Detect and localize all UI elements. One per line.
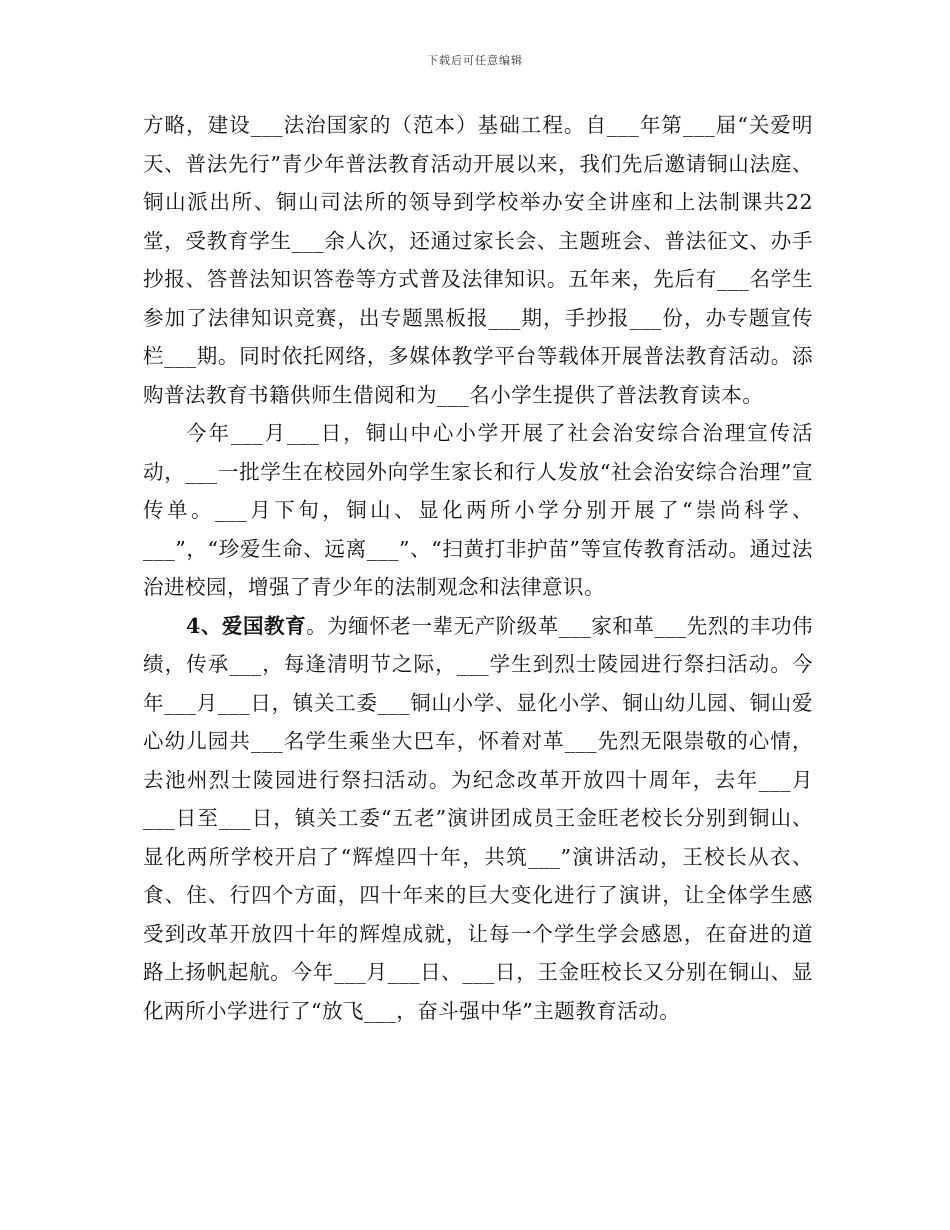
document-body [143,106,813,1030]
paragraph-1 [143,106,813,414]
paragraph-2-text: 今年___月___日，铜山中心小学开展了社会治安综合治理宣传活动，___一批学生在校园外向学生家长和行人发放“社会治安综合治理”宣传单。___月下旬，铜山、显化两所小学分别开展了“崇尚科学、___”，“珍爱生命、远离___”、“扫黄打非护苗”等宣传教育活动。通过法治进校园，增强了青少年的法制观念和法律意识。 [143,421,813,599]
page-header: 下载后可任意编辑 [427,54,523,67]
paragraph-1-text: 方略，建设___法治国家的（范本）基础工程。自___年第___届“关爱明天、普法先行”青少年普法教育活动开展以来，我们先后邀请铜山法庭、铜山派出所、铜山司法所的领导到学校举办安全讲座和上法制课共22堂，受教育学生___余人次，还通过家长会、主题班会、普法征文、办手抄报、答普法知识答卷等方式普及法律知识。五年来，先后有___名学生参加了法律知识竞赛，出专题黑板报___期，手抄报___份，办专题宣传栏___期。同时依托网络，多媒体教学平台等载体开展普法教育活动。添购普法教育书籍供师生借阅和为___名小学生提供了普法教育读本。 [143,113,813,407]
section-heading-patriotic-education: 4、爱国教育 [186,613,307,638]
paragraph-3-text: 。为缅怀老一辈无产阶级革___家和革___先烈的丰功伟绩，传承___，每逢清明节之际，___学生到烈士陵园进行祭扫活动。今年___月___日，镇关工委___铜山小学、显化小学、铜山幼儿园、铜山爱心幼儿园共___名学生乘坐大巴车，怀着对革___先烈无限崇敬的心情，去池州烈士陵园进行祭扫活动。为纪念改革开放四十周年，去年___月___日至___日，镇关工委“五老”演讲团成员王金旺老校长分别到铜山、显化两所学校开启了“辉煌四十年，共筑___”演讲活动，王校长从衣、食、住、行四个方面，四十年来的巨大变化进行了演讲，让全体学生感受到改革开放四十年的辉煌成就，让每一个学生学会感恩，在奋进的道路上扬帆起航。今年___月___日、___日，王金旺校长又分别在铜山、显化两所小学进行了“放飞___，奋斗强中华”主题教育活动。 [143,613,814,1023]
paragraph-3 [143,607,813,1031]
paragraph-2 [143,414,813,607]
